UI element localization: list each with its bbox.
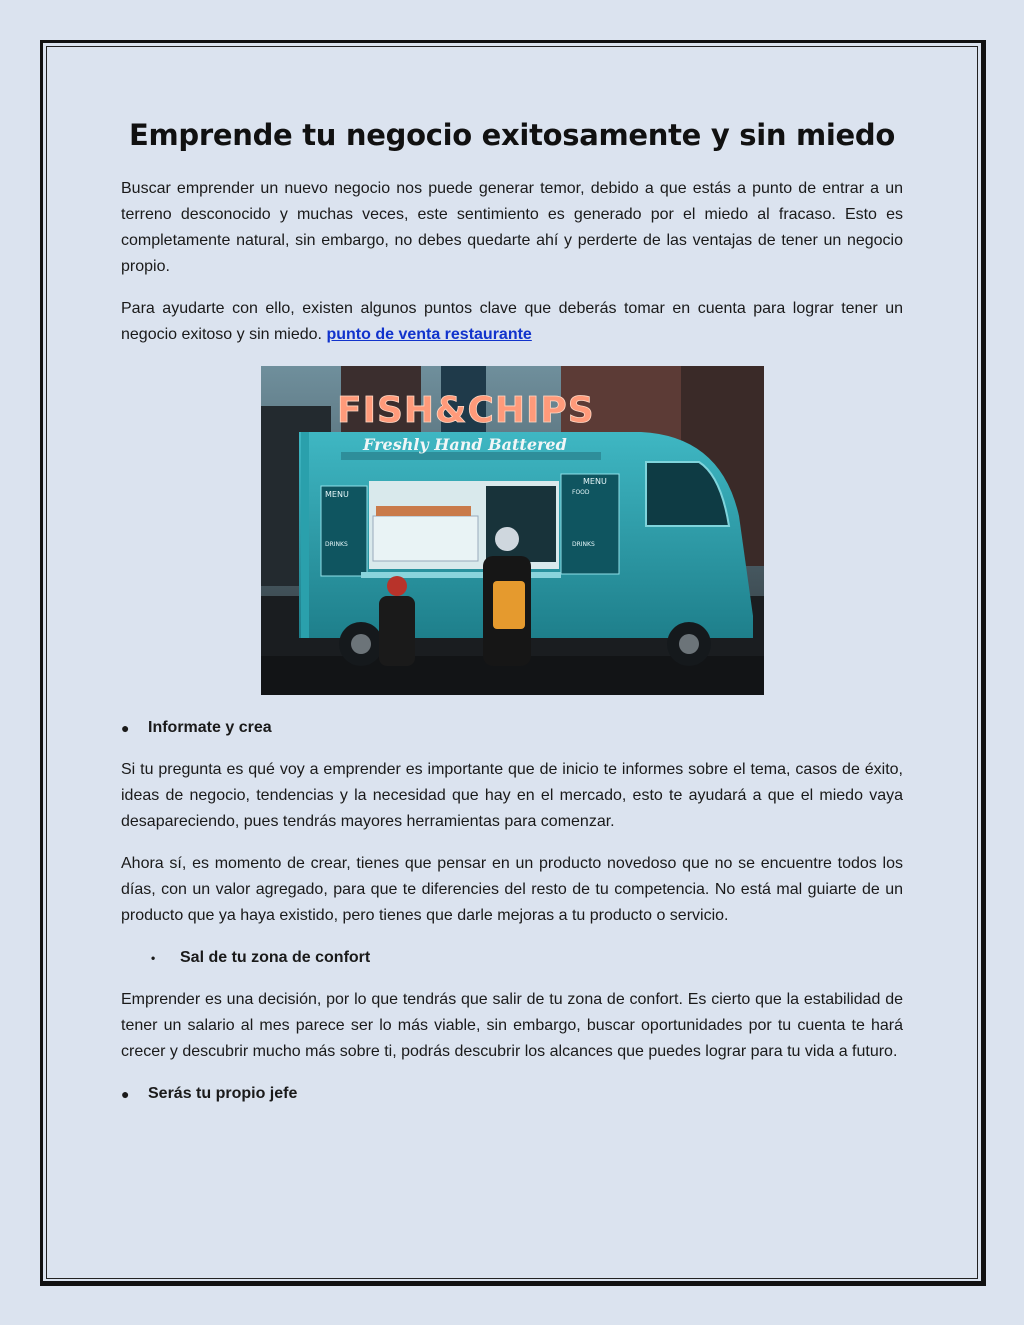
second-paragraph [121,296,903,348]
bullet-icon: • [151,951,156,965]
restaurant-pos-link[interactable]: punto de venta restaurante [326,326,532,343]
section-heading-informate [121,715,903,741]
page-title: Emprende tu negocio exitosamente y sin miedo [128,118,896,152]
bullet-icon: ● [121,1086,130,1102]
menu-drinks-left: DRINKS [324,541,348,548]
intro-paragraph: Buscar emprender un nuevo negocio nos puede generar temor, debido a que estás a punto de entrar a un terreno desconocido y muchas veces, este sentimiento es generado por el miedo al fracaso. Esto es completamente natural, sin embargo, no debes quedarte ahí y perderte de las ventajas de tener un negocio propio. [121,180,903,275]
menu-drinks-right: DRINKS [571,541,595,548]
menu-right-label: MENU [582,477,607,486]
section-heading-text: Serás tu propio jefe [148,1085,298,1102]
section-paragraph: Emprender es una decisión, por lo que tendrás que salir de tu zona de confort. Es cierto que la estabilidad de tener un salario al mes parece ser lo más viable, sin embargo, buscar oportunidades por tu cuenta te hará crecer y descubrir mucho más sobre ti, podrás descubrir los alcances que puedes lograr para tu vida a futuro. [121,991,903,1060]
freshly-hand-battered-script: Freshly Hand Battered [362,435,567,454]
section-paragraph: Ahora sí, es momento de crear, tienes que pensar en un producto novedoso que no se encuentre todos los días, con un valor agregado, para que te diferencies del resto de tu competencia. No está mal guiarte de un producto que ya haya existido, pero tienes que darle mejoras a tu producto o servicio. [121,855,903,924]
second-paragraph-text: Para ayudarte con ello, existen algunos puntos clave que deberás tomar en cuenta para lograr tener un negocio exitoso y sin miedo. [121,300,903,343]
menu-food-label: FOOD [571,489,590,496]
section-heading-zona-confort [121,945,903,971]
food-truck-photo [261,366,764,695]
document-body [121,118,903,1123]
section-paragraph: Si tu pregunta es qué voy a emprender es importante que de inicio te informes sobre el tema, casos de éxito, ideas de negocio, tendencias y la necesidad que hay en el mercado, esto te ayudará a que el miedo vaya desapareciendo, pues tendrás mayores herramientas para comenzar. [121,761,903,830]
section-heading-text: Informate y crea [148,719,272,736]
bullet-icon: ● [121,720,130,736]
food-truck-illustration [261,366,764,695]
fish-and-chips-sign: FISH&CHIPS [336,390,595,431]
section-heading-propio-jefe [121,1081,903,1107]
section-heading-text: Sal de tu zona de confort [180,949,371,966]
menu-left-label: MENU [324,490,349,499]
